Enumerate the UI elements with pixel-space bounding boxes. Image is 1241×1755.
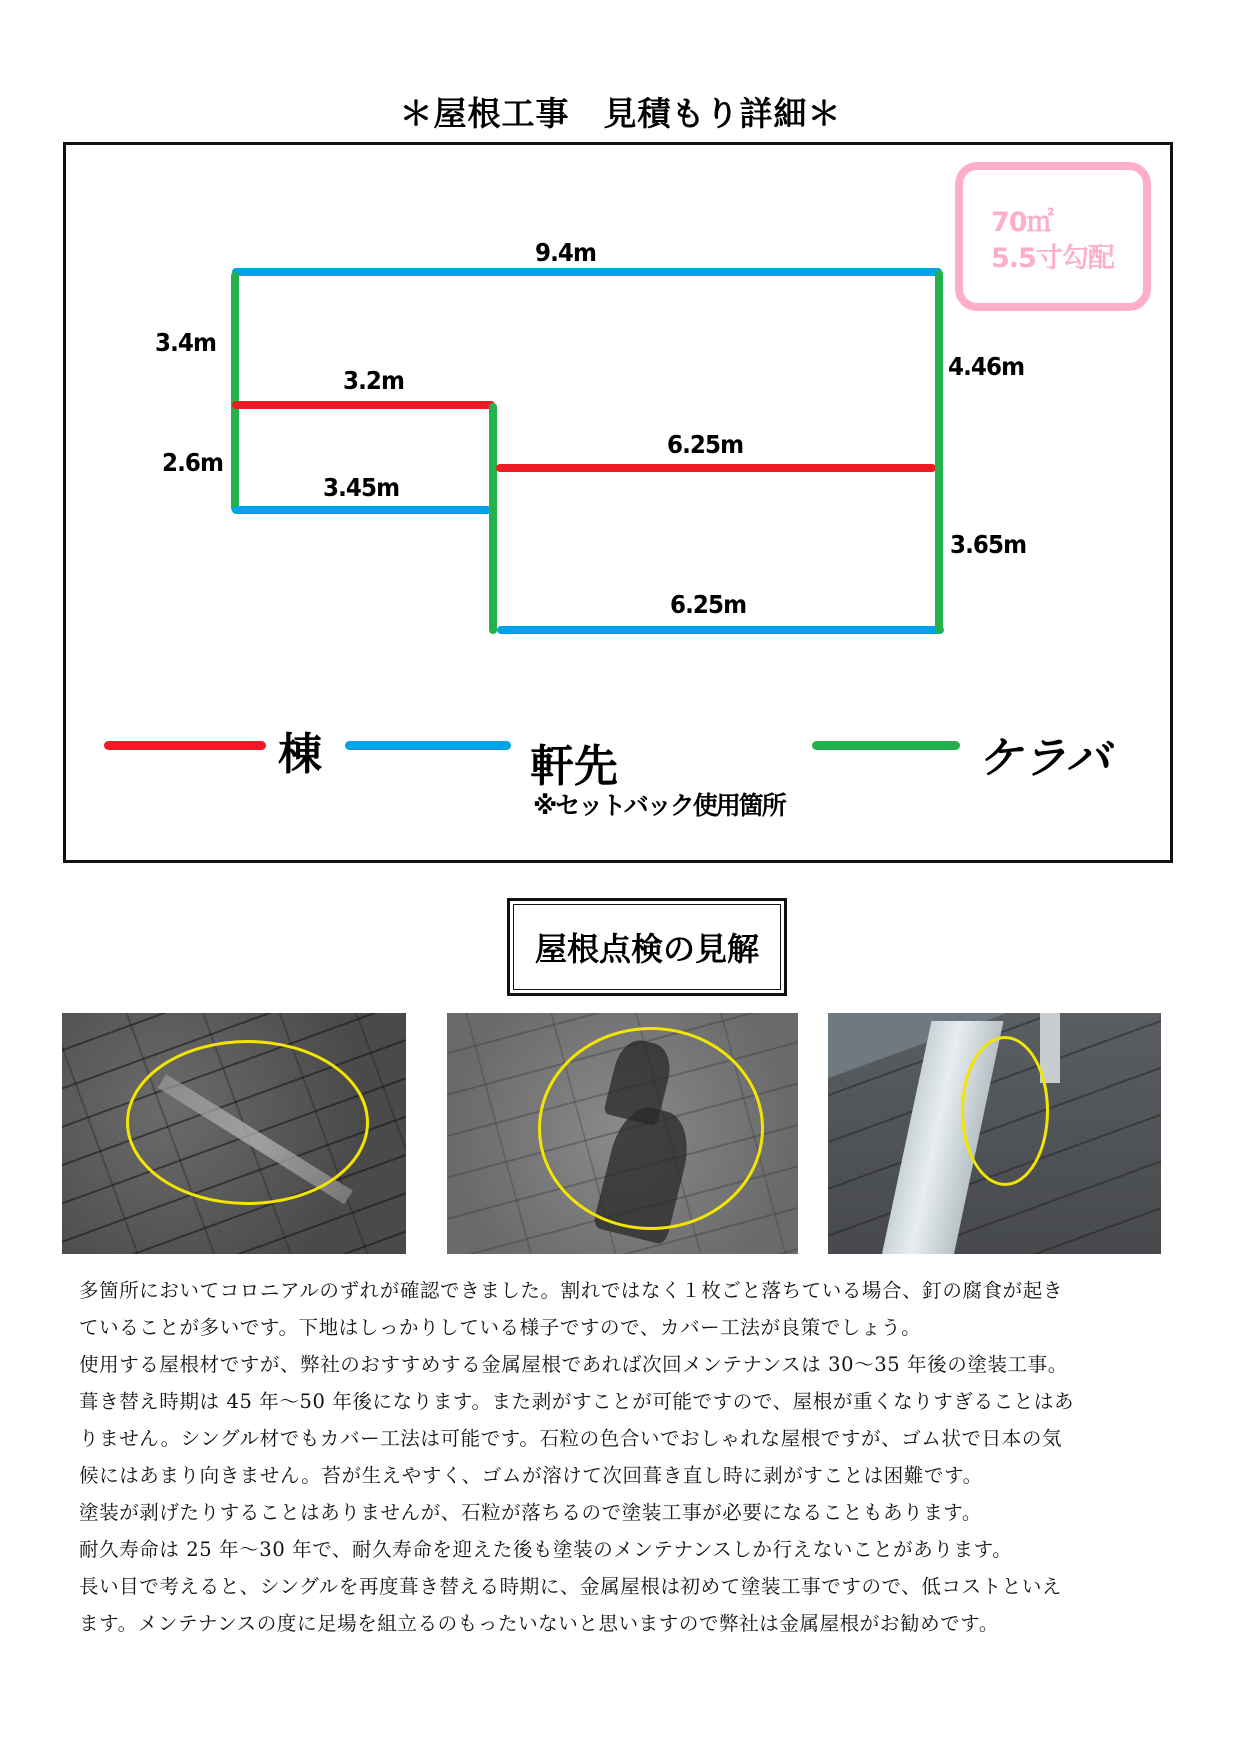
dim-right-upper-gable: 4.46m <box>948 352 1025 381</box>
roof-spec-box <box>955 162 1151 311</box>
legend-note-setback: ※セットバック使用箇所 <box>533 791 785 820</box>
dim-right-lower-gable: 3.65m <box>950 530 1027 559</box>
body-line: ていることが多いです。下地はしっかりしている様子ですので、カバー工法が良策でしょう。 <box>79 1316 922 1339</box>
body-line: りません。シングル材でもカバー工法は可能です。石粒の色合いでおしゃれな屋根ですが、ゴム状で日本の気 <box>79 1427 1063 1450</box>
dim-ridge-right: 6.25m <box>667 430 744 459</box>
body-line: 塗装が剥げたりすることはありませんが、石粒が落ちるので塗装工事が必要になることもあります。 <box>79 1501 982 1524</box>
dim-eave-bottom: 6.25m <box>670 590 747 619</box>
dim-eave-left: 3.45m <box>323 473 400 502</box>
page-title: ＊屋根工事 見積もり詳細＊ <box>399 94 842 133</box>
roof-pitch: 5.5寸勾配 <box>991 243 1114 274</box>
gable-line-left <box>231 272 239 512</box>
body-line: 葺き替え時期は 45 年～50 年後になります。また剥がすことが可能ですので、屋根が重くなりすぎることはあ <box>79 1390 1075 1413</box>
gable-line-middle <box>489 403 497 634</box>
dim-left-lower-gable: 2.6m <box>162 448 224 477</box>
dim-ridge-left: 3.2m <box>343 366 405 395</box>
legend-label-eave: 軒先 <box>530 741 618 792</box>
body-line: 耐久寿命は 25 年～30 年で、耐久寿命を迎えた後も塗装のメンテナンスしか行えないことがあります。 <box>79 1538 1013 1561</box>
ridge-line-right <box>496 464 936 472</box>
dim-left-upper-gable: 3.4m <box>155 328 217 357</box>
legend-swatch-eave <box>345 741 511 750</box>
inspection-photo-1 <box>62 1013 406 1254</box>
eave-line-left <box>232 506 491 514</box>
roof-area: 70㎡ <box>991 207 1053 238</box>
section-heading-box <box>507 898 787 996</box>
highlight-ellipse <box>538 1027 764 1230</box>
legend-label-ridge: 棟 <box>278 729 322 780</box>
gable-line-right <box>935 270 943 634</box>
eave-line-top <box>232 268 942 276</box>
legend-label-gable: ケラバ <box>978 733 1110 784</box>
body-line: 使用する屋根材ですが、弊社のおすすめする金属屋根であれば次回メンテナンスは 30～35 年後の塗装工事。 <box>79 1353 1068 1376</box>
body-line: 候にはあまり向きません。苔が生えやすく、ゴムが溶けて次回葺き直し時に剥がすことは困難です。 <box>79 1464 983 1487</box>
inspection-findings-text <box>79 1272 1169 1642</box>
inspection-photo-3 <box>828 1013 1161 1254</box>
dim-top-eave: 9.4m <box>535 238 597 267</box>
section-heading: 屋根点検の見解 <box>513 904 781 990</box>
body-line: 多箇所においてコロニアルのずれが確認できました。割れではなく１枚ごと落ちている場合、釘の腐食が起き <box>79 1279 1063 1302</box>
inspection-photo-2 <box>447 1013 798 1254</box>
highlight-ellipse <box>961 1036 1049 1186</box>
legend-swatch-gable <box>812 741 960 750</box>
highlight-ellipse <box>126 1040 369 1205</box>
body-line: ます。メンテナンスの度に足場を組立るのもったいないと思いますので弊社は金属屋根がお勧めです。 <box>79 1612 999 1635</box>
eave-line-bottom <box>497 626 944 634</box>
body-line: 長い目で考えると、シングルを再度葺き替える時期に、金属屋根は初めて塗装工事ですので、低コストといえ <box>79 1575 1063 1598</box>
legend-swatch-ridge <box>104 741 266 750</box>
ridge-line-left <box>232 401 495 409</box>
